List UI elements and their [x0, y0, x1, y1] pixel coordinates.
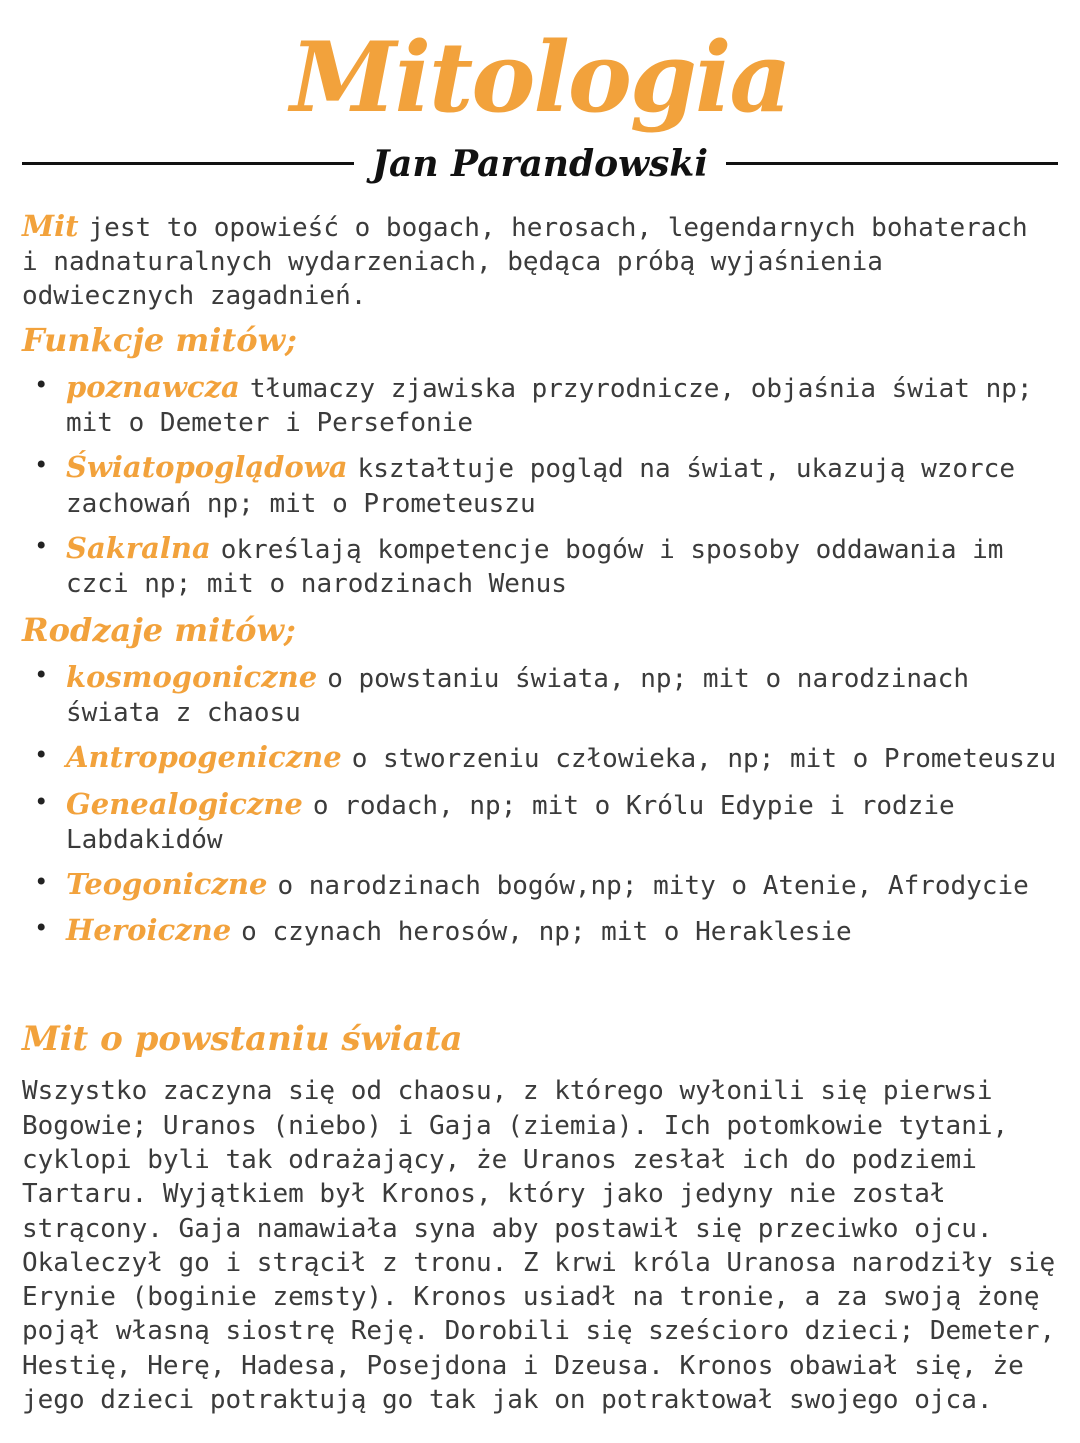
list-item-text: o rodach, np; mit o Królu Edypie i rodzie Labdakidów	[66, 790, 955, 855]
list-item-lead: Antropogeniczne	[66, 740, 342, 775]
list-item	[22, 911, 1058, 949]
list-item-text: kształtuje pogląd na świat, ukazują wzorce zachowań np; mit o Prometeuszu	[66, 454, 1015, 519]
list-item-text: o stworzeniu człowieka, np; mit o Prometeuszu	[351, 744, 1057, 775]
list-item-text: o czynach herosów, np; mit o Heraklesie	[241, 917, 852, 948]
list-item	[22, 738, 1058, 776]
list-item-text: o narodzinach bogów,np; mity o Atenie, Afrodycie	[277, 871, 1029, 902]
functions-list	[22, 368, 1058, 602]
list-item-lead: poznawcza	[66, 369, 240, 404]
list-item-text: określają kompetencje bogów i sposoby oddawania im czci np; mit o narodzinach Wenus	[66, 534, 1004, 600]
list-item-lead: Genealogiczne	[66, 786, 303, 821]
author-divider	[22, 143, 1058, 185]
list-item-lead: Teogoniczne	[66, 867, 268, 902]
creation-myth-paragraph: Wszystko zaczyna się od chaosu, z którego wyłonili się pierwsi Bogowie; Uranos (niebo) i Gaja (ziemia). Ich potomkowie tytani, cyklopi byli tak odrażający, że Uranos zesłał ich do podziemi Tartaru. Wyjątkiem był Kronos, który jako jedyny nie został strącony. Gaja namawiała syna aby postawił się przeciwko ojcu. Okaleczył go i strącił z tronu. Z krwi króla Uranosa narodziły się Erynie (boginie zemsty). Kronos usiadł na tronie, a za swoją żonę pojął własną siostrę Reję. Dorobili się sześcioro dzieci; Demeter, Hestię, Herę, Hadesa, Posejdona i Dzeusa. Kronos obawiał się, że jego dzieci potraktują go tak jak on potraktował swojego ojca.	[22, 1076, 1056, 1416]
list-item	[22, 368, 1058, 441]
intro-lead-word: Mit	[22, 208, 79, 243]
creation-myth-heading: Mit o powstaniu świata	[22, 1018, 463, 1059]
types-heading: Rodzaje mitów;	[22, 610, 296, 649]
divider-line-left	[22, 162, 354, 165]
divider-line-right	[726, 162, 1058, 165]
list-item	[22, 658, 1058, 731]
list-item-lead: Heroiczne	[66, 913, 232, 948]
section-spacer	[22, 958, 1058, 1014]
functions-heading: Funkcje mitów;	[22, 320, 297, 359]
list-item-lead: kosmogoniczne	[66, 659, 318, 694]
page-title: Mitologia	[290, 21, 790, 134]
intro-paragraph	[22, 207, 1058, 314]
intro-text: jest to opowieść o bogach, herosach, legendarnych bohaterach i nadnaturalnych wydarzeniach, będąca próbą wyjaśnienia odwiecznych zagadnień.	[22, 212, 1028, 312]
list-item-lead: Sakralna	[66, 530, 211, 565]
list-item-text: tłumaczy zjawiska przyrodnicze, objaśnia świat np; mit o Demeter i Persefonie	[66, 373, 1033, 439]
list-item-lead: Światopoglądowa	[66, 450, 348, 485]
list-item	[22, 529, 1058, 602]
list-item-text: o powstaniu świata, np; mit o narodzinach świata z chaosu	[66, 663, 969, 728]
list-item	[22, 865, 1058, 903]
list-item	[22, 448, 1058, 521]
list-item	[22, 785, 1058, 858]
types-list	[22, 658, 1058, 950]
author-name: Jan Parandowski	[371, 142, 709, 185]
